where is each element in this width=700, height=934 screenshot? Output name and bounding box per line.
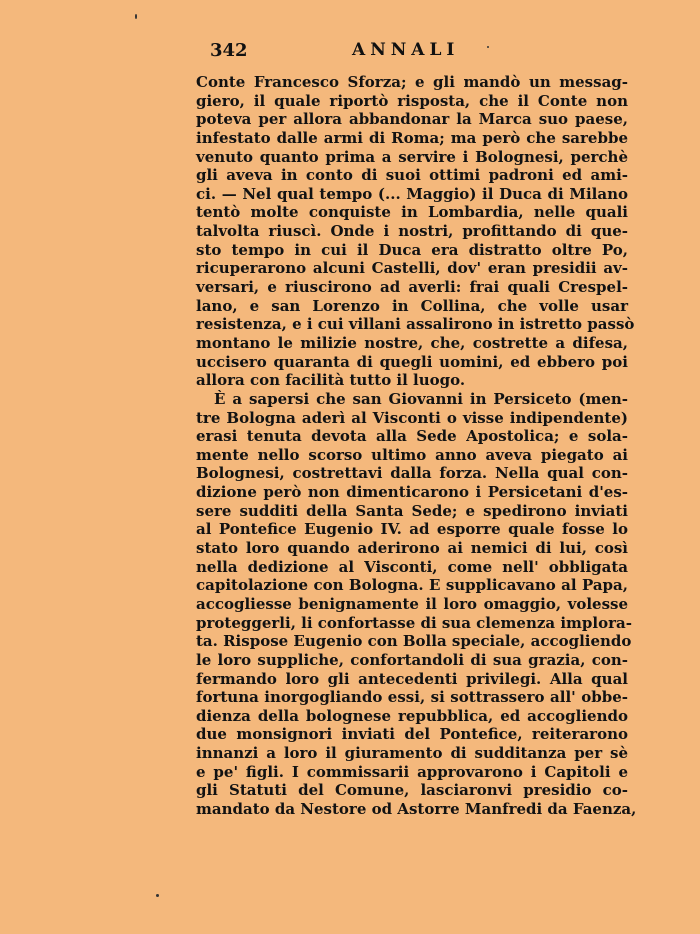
- text-line: montano le milizie nostre, che, costrette a difesa,: [196, 333, 628, 352]
- text-line: mente nello scorso ultimo anno aveva piegato ai: [196, 445, 628, 464]
- text-line: le loro suppliche, confortandoli di sua grazia, con-: [196, 650, 628, 669]
- text-line: resistenza, e i cui villani assalirono in istretto passò: [196, 315, 635, 334]
- text-line: mandato da Nestore od Astorre Manfredi da Faenza,: [196, 799, 637, 818]
- text-line: due monsignori inviati del Pontefice, reiterarono: [196, 725, 628, 744]
- text-line: talvolta riuscì. Onde i nostri, profittando di que-: [196, 222, 628, 241]
- paragraph-start-line: È a sapersi che san Giovanni in Persiceto (men-: [214, 389, 628, 408]
- text-line: venuto quanto prima a servire i Bolognesi, perchè: [196, 147, 628, 166]
- text-line: accogliesse benignamente il loro omaggio, volesse: [196, 594, 628, 613]
- text-line: e pe' figli. I commissarii approvarono i Capitoli e: [196, 762, 628, 781]
- text-line: giero, il quale riportò risposta, che il Conte non: [196, 91, 628, 110]
- text-line: fermando loro gli antecedenti privilegi. Alla qual: [196, 669, 628, 688]
- text-line: Bolognesi, costrettavi dalla forza. Nella qual con-: [196, 464, 628, 483]
- page-number: 342: [210, 40, 248, 61]
- scan-speck: [156, 894, 159, 897]
- text-line: ci. — Nel qual tempo (... Maggio) il Duca di Milano: [196, 184, 628, 203]
- text-line: innanzi a loro il giuramento di sudditanza per sè: [196, 744, 628, 763]
- text-line: nella dedizione al Visconti, come nell' obbligata: [196, 557, 628, 576]
- text-line: versari, e riuscirono ad averli: frai quali Crespel-: [196, 278, 628, 297]
- scan-speck: [135, 14, 137, 19]
- text-line: lano, e san Lorenzo in Collina, che volle usar: [196, 296, 628, 315]
- text-line: erasi tenuta devota alla Sede Apostolica; e sola-: [196, 427, 628, 446]
- text-line: tentò molte conquiste in Lombardia, nelle quali: [196, 203, 628, 222]
- text-line: gli Statuti del Comune, lasciaronvi presidio co-: [196, 781, 628, 800]
- text-line: ricuperarono alcuni Castelli, dov' eran presidii av-: [196, 259, 628, 278]
- text-line: sto tempo in cui il Duca era distratto oltre Po,: [196, 240, 628, 259]
- text-line: dizione però non dimenticarono i Persicetani d'es-: [196, 483, 628, 502]
- text-line: al Pontefice Eugenio IV. ad esporre quale fosse lo: [196, 520, 628, 539]
- paragraph-end-line: allora con facilità tutto il luogo.: [196, 371, 466, 390]
- text-line: Conte Francesco Sforza; e gli mandò un messag-: [196, 73, 628, 91]
- text-line: infestato dalle armi di Roma; ma però che sarebbe: [196, 128, 628, 147]
- text-line: stato loro quando aderirono ai nemici di lui, così: [196, 539, 628, 558]
- text-line: proteggerli, li confortasse di sua clemenza implora-: [196, 613, 632, 632]
- text-line: sere sudditi della Santa Sede; e spedirono inviati: [196, 501, 628, 520]
- page-header: [210, 40, 630, 62]
- text-line: gli aveva in conto di suoi ottimi padroni ed ami-: [196, 166, 628, 185]
- text-line: capitolazione con Bologna. E supplicavano al Papa,: [196, 576, 628, 595]
- scan-speck: [487, 46, 489, 48]
- text-line: dienza della bolognese repubblica, ed accogliendo: [196, 706, 628, 725]
- body-text: [196, 73, 637, 819]
- running-head: ANNALI: [352, 40, 460, 60]
- text-line: poteva per allora abbandonar la Marca suo paese,: [196, 110, 628, 129]
- text-line: fortuna inorgogliando essi, si sottrassero all' obbe-: [196, 688, 628, 707]
- text-line: uccisero quaranta di quegli uomini, ed ebbero poi: [196, 352, 628, 371]
- text-line: ta. Rispose Eugenio con Bolla speciale, accogliendo: [196, 632, 632, 651]
- text-line: tre Bologna aderì al Visconti o visse indipendente): [196, 408, 628, 427]
